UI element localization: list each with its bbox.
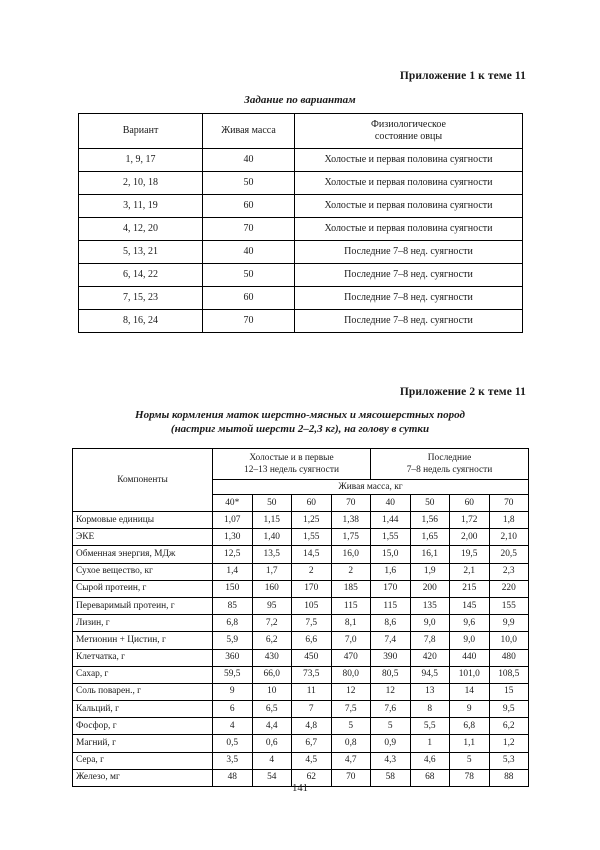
table-row — [73, 666, 529, 683]
cell-norm-value: 8 — [410, 701, 450, 718]
cell-norm-value: 4,3 — [371, 752, 411, 769]
table-row — [73, 615, 529, 632]
cell-norm-value: 4,6 — [410, 752, 450, 769]
table-row — [73, 512, 529, 529]
cell-norm-value: 9,0 — [450, 632, 490, 649]
cell-variant: 8, 16, 24 — [79, 310, 203, 333]
cell-norm-value: 170 — [371, 580, 411, 597]
cell-norm-value: 185 — [331, 580, 371, 597]
column-header-mass-value: 40* — [213, 495, 253, 512]
cell-norm-value: 6,7 — [292, 735, 332, 752]
cell-norm-value: 85 — [213, 597, 253, 614]
group-last-weeks-line2: 7–8 недель суягности — [406, 465, 493, 475]
cell-norm-value: 6,8 — [450, 718, 490, 735]
cell-norm-value: 2 — [331, 563, 371, 580]
table-row — [73, 718, 529, 735]
cell-norm-value: 14,5 — [292, 546, 332, 563]
cell-norm-value: 8,1 — [331, 615, 371, 632]
feeding-norms-table — [72, 448, 529, 787]
cell-norm-value: 0,5 — [213, 735, 253, 752]
cell-component-name: Кормовые единицы — [73, 512, 213, 529]
cell-norm-value: 5,5 — [410, 718, 450, 735]
cell-norm-value: 7 — [292, 701, 332, 718]
cell-norm-value: 440 — [450, 649, 490, 666]
cell-norm-value: 215 — [450, 580, 490, 597]
cell-norm-value: 10,0 — [489, 632, 529, 649]
cell-variant: 2, 10, 18 — [79, 172, 203, 195]
cell-norm-value: 3,5 — [213, 752, 253, 769]
cell-physiological-state: Холостые и первая половина суягности — [295, 195, 523, 218]
cell-norm-value: 150 — [213, 580, 253, 597]
cell-norm-value: 160 — [252, 580, 292, 597]
cell-norm-value: 12 — [371, 683, 411, 700]
appendix-2-title-line1: Нормы кормления маток шерстно-мясных и мясошерстных пород — [135, 409, 465, 421]
cell-component-name: Сера, г — [73, 752, 213, 769]
table-row — [73, 597, 529, 614]
cell-norm-value: 66,0 — [252, 666, 292, 683]
cell-norm-value: 6,5 — [252, 701, 292, 718]
appendix-1-title: Задание по вариантам — [244, 94, 356, 106]
cell-component-name: ЭКЕ — [73, 529, 213, 546]
cell-norm-value: 9 — [213, 683, 253, 700]
cell-component-name: Сырой протеин, г — [73, 580, 213, 597]
cell-physiological-state: Холостые и первая половина суягности — [295, 218, 523, 241]
cell-norm-value: 80,5 — [371, 666, 411, 683]
cell-norm-value: 101,0 — [450, 666, 490, 683]
cell-live-mass: 40 — [203, 149, 295, 172]
cell-norm-value: 7,8 — [410, 632, 450, 649]
cell-norm-value: 68 — [410, 769, 450, 786]
column-header-mass-value: 60 — [292, 495, 332, 512]
cell-norm-value: 88 — [489, 769, 529, 786]
cell-norm-value: 14 — [450, 683, 490, 700]
cell-norm-value: 4,5 — [292, 752, 332, 769]
table-row — [73, 632, 529, 649]
cell-norm-value: 5 — [331, 718, 371, 735]
cell-norm-value: 1,72 — [450, 512, 490, 529]
cell-norm-value: 6,6 — [292, 632, 332, 649]
table-row — [79, 149, 523, 172]
cell-live-mass: 70 — [203, 310, 295, 333]
cell-norm-value: 6,8 — [213, 615, 253, 632]
cell-norm-value: 1,55 — [292, 529, 332, 546]
table-row — [73, 580, 529, 597]
cell-norm-value: 1,55 — [371, 529, 411, 546]
cell-norm-value: 0,6 — [252, 735, 292, 752]
cell-norm-value: 6 — [213, 701, 253, 718]
column-header-physiological-state-line2: состояние овцы — [374, 131, 443, 142]
cell-norm-value: 9,0 — [410, 615, 450, 632]
table-header — [73, 449, 529, 512]
column-header-live-mass-kg: Живая масса, кг — [213, 480, 529, 495]
cell-norm-value: 470 — [331, 649, 371, 666]
column-header-physiological-state — [295, 114, 523, 149]
cell-variant: 5, 13, 21 — [79, 241, 203, 264]
table-row — [79, 287, 523, 310]
cell-norm-value: 1,2 — [489, 735, 529, 752]
cell-norm-value: 20,5 — [489, 546, 529, 563]
cell-norm-value: 15 — [489, 683, 529, 700]
cell-norm-value: 15,0 — [371, 546, 411, 563]
cell-norm-value: 115 — [371, 597, 411, 614]
cell-norm-value: 5 — [450, 752, 490, 769]
cell-component-name: Обменная энергия, МДж — [73, 546, 213, 563]
cell-norm-value: 360 — [213, 649, 253, 666]
cell-norm-value: 16,0 — [331, 546, 371, 563]
cell-norm-value: 0,8 — [331, 735, 371, 752]
column-header-variant: Вариант — [79, 114, 203, 149]
column-header-mass-value: 70 — [489, 495, 529, 512]
cell-norm-value: 7,5 — [331, 701, 371, 718]
table-row — [79, 172, 523, 195]
appendix-1-label: Приложение 1 к теме 11 — [399, 70, 526, 82]
cell-norm-value: 13,5 — [252, 546, 292, 563]
cell-norm-value: 12,5 — [213, 546, 253, 563]
column-header-mass-value: 50 — [252, 495, 292, 512]
cell-norm-value: 9,5 — [489, 701, 529, 718]
table-row — [79, 195, 523, 218]
cell-norm-value: 1,07 — [213, 512, 253, 529]
cell-norm-value: 2,1 — [450, 563, 490, 580]
cell-norm-value: 1,6 — [371, 563, 411, 580]
cell-norm-value: 70 — [331, 769, 371, 786]
cell-norm-value: 2,3 — [489, 563, 529, 580]
cell-norm-value: 2 — [292, 563, 332, 580]
table-row — [73, 563, 529, 580]
cell-norm-value: 7,5 — [292, 615, 332, 632]
cell-norm-value: 5,9 — [213, 632, 253, 649]
cell-norm-value: 16,1 — [410, 546, 450, 563]
cell-norm-value: 4,4 — [252, 718, 292, 735]
cell-variant: 4, 12, 20 — [79, 218, 203, 241]
cell-live-mass: 70 — [203, 218, 295, 241]
cell-norm-value: 5,3 — [489, 752, 529, 769]
cell-norm-value: 480 — [489, 649, 529, 666]
cell-norm-value: 95 — [252, 597, 292, 614]
appendix-2-title — [70, 408, 530, 436]
table-header-row — [79, 114, 523, 149]
cell-norm-value: 7,2 — [252, 615, 292, 632]
cell-norm-value: 4 — [213, 718, 253, 735]
cell-variant: 7, 15, 23 — [79, 287, 203, 310]
group-dry-early-line2: 12–13 недель суягности — [244, 465, 339, 475]
cell-norm-value: 105 — [292, 597, 332, 614]
group-dry-early-line1: Холостые и в первые — [249, 453, 334, 463]
cell-norm-value: 1,1 — [450, 735, 490, 752]
cell-norm-value: 0,9 — [371, 735, 411, 752]
cell-component-name: Сахар, г — [73, 666, 213, 683]
cell-norm-value: 1 — [410, 735, 450, 752]
cell-norm-value: 108,5 — [489, 666, 529, 683]
cell-norm-value: 94,5 — [410, 666, 450, 683]
cell-live-mass: 50 — [203, 172, 295, 195]
cell-norm-value: 9,9 — [489, 615, 529, 632]
cell-norm-value: 135 — [410, 597, 450, 614]
table-row — [73, 735, 529, 752]
column-header-live-mass: Живая масса — [203, 114, 295, 149]
cell-live-mass: 60 — [203, 287, 295, 310]
cell-norm-value: 430 — [252, 649, 292, 666]
cell-norm-value: 78 — [450, 769, 490, 786]
cell-norm-value: 59,5 — [213, 666, 253, 683]
cell-variant: 6, 14, 22 — [79, 264, 203, 287]
cell-norm-value: 1,75 — [331, 529, 371, 546]
cell-component-name: Лизин, г — [73, 615, 213, 632]
table-row — [73, 683, 529, 700]
cell-live-mass: 50 — [203, 264, 295, 287]
cell-norm-value: 1,7 — [252, 563, 292, 580]
cell-norm-value: 11 — [292, 683, 332, 700]
cell-variant: 1, 9, 17 — [79, 149, 203, 172]
cell-norm-value: 48 — [213, 769, 253, 786]
cell-component-name: Переваримый протеин, г — [73, 597, 213, 614]
cell-physiological-state: Последние 7–8 нед. суягности — [295, 264, 523, 287]
page-number: 141 — [292, 783, 308, 794]
cell-live-mass: 60 — [203, 195, 295, 218]
column-header-mass-value: 50 — [410, 495, 450, 512]
cell-norm-value: 4 — [252, 752, 292, 769]
cell-norm-value: 145 — [450, 597, 490, 614]
column-header-components: Компоненты — [73, 449, 213, 512]
table-row — [73, 701, 529, 718]
cell-norm-value: 7,4 — [371, 632, 411, 649]
column-header-group-dry-early — [213, 449, 371, 480]
cell-norm-value: 7,6 — [371, 701, 411, 718]
cell-norm-value: 170 — [292, 580, 332, 597]
appendix-2-label: Приложение 2 к теме 11 — [399, 386, 526, 398]
cell-norm-value: 12 — [331, 683, 371, 700]
variants-assignment-table — [78, 113, 523, 333]
cell-component-name: Кальций, г — [73, 701, 213, 718]
cell-norm-value: 62 — [292, 769, 332, 786]
cell-norm-value: 54 — [252, 769, 292, 786]
group-last-weeks-line1: Последние — [427, 453, 472, 463]
cell-norm-value: 1,30 — [213, 529, 253, 546]
cell-norm-value: 200 — [410, 580, 450, 597]
cell-norm-value: 1,15 — [252, 512, 292, 529]
cell-norm-value: 1,4 — [213, 563, 253, 580]
cell-component-name: Соль поварен., г — [73, 683, 213, 700]
table-row — [73, 649, 529, 666]
cell-norm-value: 80,0 — [331, 666, 371, 683]
cell-norm-value: 19,5 — [450, 546, 490, 563]
cell-norm-value: 5 — [371, 718, 411, 735]
cell-norm-value: 2,00 — [450, 529, 490, 546]
cell-norm-value: 1,56 — [410, 512, 450, 529]
cell-norm-value: 2,10 — [489, 529, 529, 546]
cell-norm-value: 420 — [410, 649, 450, 666]
cell-physiological-state: Холостые и первая половина суягности — [295, 149, 523, 172]
cell-norm-value: 7,0 — [331, 632, 371, 649]
cell-norm-value: 220 — [489, 580, 529, 597]
column-header-group-last-weeks — [371, 449, 529, 480]
cell-norm-value: 58 — [371, 769, 411, 786]
cell-norm-value: 73,5 — [292, 666, 332, 683]
cell-component-name: Фосфор, г — [73, 718, 213, 735]
cell-live-mass: 40 — [203, 241, 295, 264]
cell-norm-value: 13 — [410, 683, 450, 700]
column-header-mass-value: 70 — [331, 495, 371, 512]
cell-norm-value: 1,40 — [252, 529, 292, 546]
cell-norm-value: 1,38 — [331, 512, 371, 529]
cell-physiological-state: Последние 7–8 нед. суягности — [295, 287, 523, 310]
cell-norm-value: 4,8 — [292, 718, 332, 735]
cell-component-name: Железо, мг — [73, 769, 213, 786]
cell-variant: 3, 11, 19 — [79, 195, 203, 218]
cell-norm-value: 1,9 — [410, 563, 450, 580]
cell-component-name: Клетчатка, г — [73, 649, 213, 666]
cell-physiological-state: Последние 7–8 нед. суягности — [295, 310, 523, 333]
cell-norm-value: 6,2 — [252, 632, 292, 649]
table-row — [79, 310, 523, 333]
cell-norm-value: 9 — [450, 701, 490, 718]
cell-norm-value: 155 — [489, 597, 529, 614]
table-body — [73, 512, 529, 787]
cell-norm-value: 450 — [292, 649, 332, 666]
table-header-row-groups — [73, 449, 529, 480]
cell-component-name: Магний, г — [73, 735, 213, 752]
table-row — [73, 752, 529, 769]
cell-norm-value: 1,8 — [489, 512, 529, 529]
cell-norm-value: 115 — [331, 597, 371, 614]
cell-norm-value: 390 — [371, 649, 411, 666]
cell-norm-value: 4,7 — [331, 752, 371, 769]
cell-norm-value: 6,2 — [489, 718, 529, 735]
table-row — [79, 264, 523, 287]
column-header-mass-value: 60 — [450, 495, 490, 512]
table-row — [79, 241, 523, 264]
cell-physiological-state: Последние 7–8 нед. суягности — [295, 241, 523, 264]
cell-norm-value: 1,25 — [292, 512, 332, 529]
table-row — [73, 529, 529, 546]
column-header-physiological-state-line1: Физиологическое — [371, 118, 446, 130]
cell-norm-value: 1,65 — [410, 529, 450, 546]
column-header-mass-value: 40 — [371, 495, 411, 512]
cell-component-name: Метионин + Цистин, г — [73, 632, 213, 649]
cell-norm-value: 9,6 — [450, 615, 490, 632]
cell-norm-value: 1,44 — [371, 512, 411, 529]
table-body — [79, 149, 523, 333]
cell-physiological-state: Холостые и первая половина суягности — [295, 172, 523, 195]
cell-component-name: Сухое вещество, кг — [73, 563, 213, 580]
table-header — [79, 114, 523, 149]
cell-norm-value: 10 — [252, 683, 292, 700]
table-row — [79, 218, 523, 241]
cell-norm-value: 8,6 — [371, 615, 411, 632]
table-row — [73, 546, 529, 563]
appendix-2-title-line2: (настриг мытой шерсти 2–2,3 кг), на голову в сутки — [170, 423, 430, 435]
